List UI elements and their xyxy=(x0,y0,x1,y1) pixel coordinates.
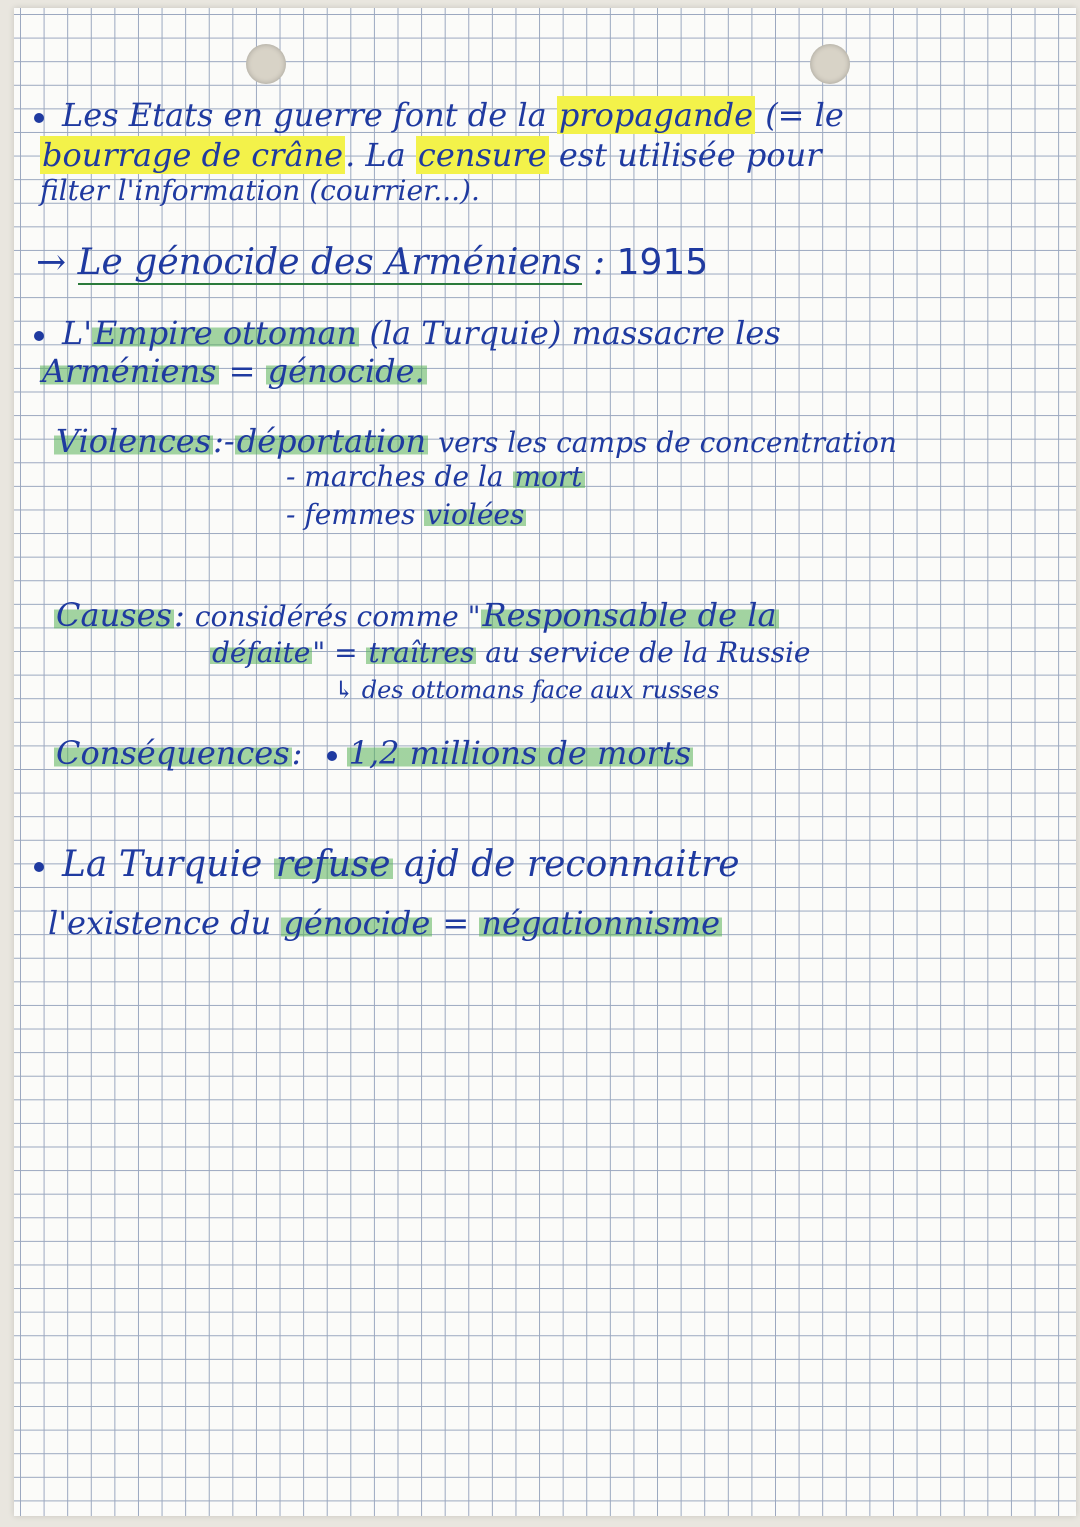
highlight-traitres: traîtres xyxy=(368,636,475,669)
causes-line-3: ↳ des ottomans face aux russes xyxy=(334,676,720,704)
bullet-icon xyxy=(34,113,44,123)
label-violences: Violences xyxy=(56,422,212,460)
propaganda-line-1 xyxy=(34,96,844,134)
text: = xyxy=(228,352,256,390)
highlight-genocide-2: génocide xyxy=(283,904,431,942)
violences-line-2 xyxy=(286,460,585,493)
causes-line-1 xyxy=(54,596,779,634)
highlight-deportation: déportation xyxy=(236,422,427,460)
text: = xyxy=(442,904,470,942)
violences-line-3 xyxy=(286,498,526,531)
text: (la Turquie) massacre les xyxy=(369,314,781,352)
section-heading xyxy=(36,242,708,283)
highlight-defaite: défaite xyxy=(212,636,311,669)
highlight-morts: 1,2 millions de morts xyxy=(348,734,692,772)
highlight-bourrage: bourrage de crâne xyxy=(42,136,344,174)
text: (= le xyxy=(765,96,844,134)
text: vers les camps de concentration xyxy=(438,426,897,459)
text: au service de la Russie xyxy=(485,636,811,669)
text: . La xyxy=(345,136,406,174)
text: considérés comme " xyxy=(194,600,481,633)
propaganda-line-3: filter l'information (courrier...). xyxy=(40,174,480,207)
label-causes: Causes xyxy=(56,596,172,634)
text: : xyxy=(213,422,224,460)
empire-line-2 xyxy=(40,352,427,390)
highlight-propagande: propagande xyxy=(558,96,754,134)
text: Les Etats en guerre font de la xyxy=(62,96,547,134)
binder-hole-right xyxy=(810,44,850,84)
turquie-line-1 xyxy=(34,844,740,885)
text: L' xyxy=(62,314,93,352)
highlight-responsable: Responsable de la xyxy=(482,596,777,634)
bullet-icon xyxy=(327,751,337,761)
text: - marches de la xyxy=(286,460,504,493)
highlight-genocide: génocide. xyxy=(267,352,425,390)
bullet-icon xyxy=(34,862,44,872)
arrow-icon: → xyxy=(36,242,67,283)
consequences-line xyxy=(54,734,693,772)
label-consequences: Conséquences xyxy=(56,734,290,772)
highlight-empire: Empire ottoman xyxy=(94,314,358,352)
text: : xyxy=(593,242,606,283)
text: : xyxy=(291,734,303,772)
bullet-icon xyxy=(34,331,44,341)
text: : xyxy=(173,596,185,634)
text: ajd de reconnaitre xyxy=(404,844,740,885)
binder-hole-left xyxy=(246,44,286,84)
heading-title: Le génocide des Arméniens xyxy=(77,242,582,283)
text: l'existence du xyxy=(48,904,272,942)
highlight-negationnisme: négationnisme xyxy=(481,904,721,942)
text: " = xyxy=(312,636,358,669)
highlight-refuse: refuse xyxy=(275,844,391,885)
violences-line-1 xyxy=(54,422,897,460)
highlight-violees: violées xyxy=(426,498,525,531)
notebook-page xyxy=(14,8,1076,1516)
text: - xyxy=(223,422,235,460)
causes-line-2 xyxy=(210,636,810,669)
text: - femmes xyxy=(286,498,416,531)
text: est utilisée pour xyxy=(558,136,822,174)
highlight-armeniens: Arméniens xyxy=(42,352,217,390)
highlight-censure: censure xyxy=(417,136,547,174)
highlight-mort: mort xyxy=(514,460,583,493)
text: La Turquie xyxy=(62,844,263,885)
propaganda-line-2 xyxy=(40,136,822,174)
turquie-line-2 xyxy=(48,904,722,942)
heading-year: 1915 xyxy=(616,242,709,283)
empire-line-1 xyxy=(34,314,781,352)
